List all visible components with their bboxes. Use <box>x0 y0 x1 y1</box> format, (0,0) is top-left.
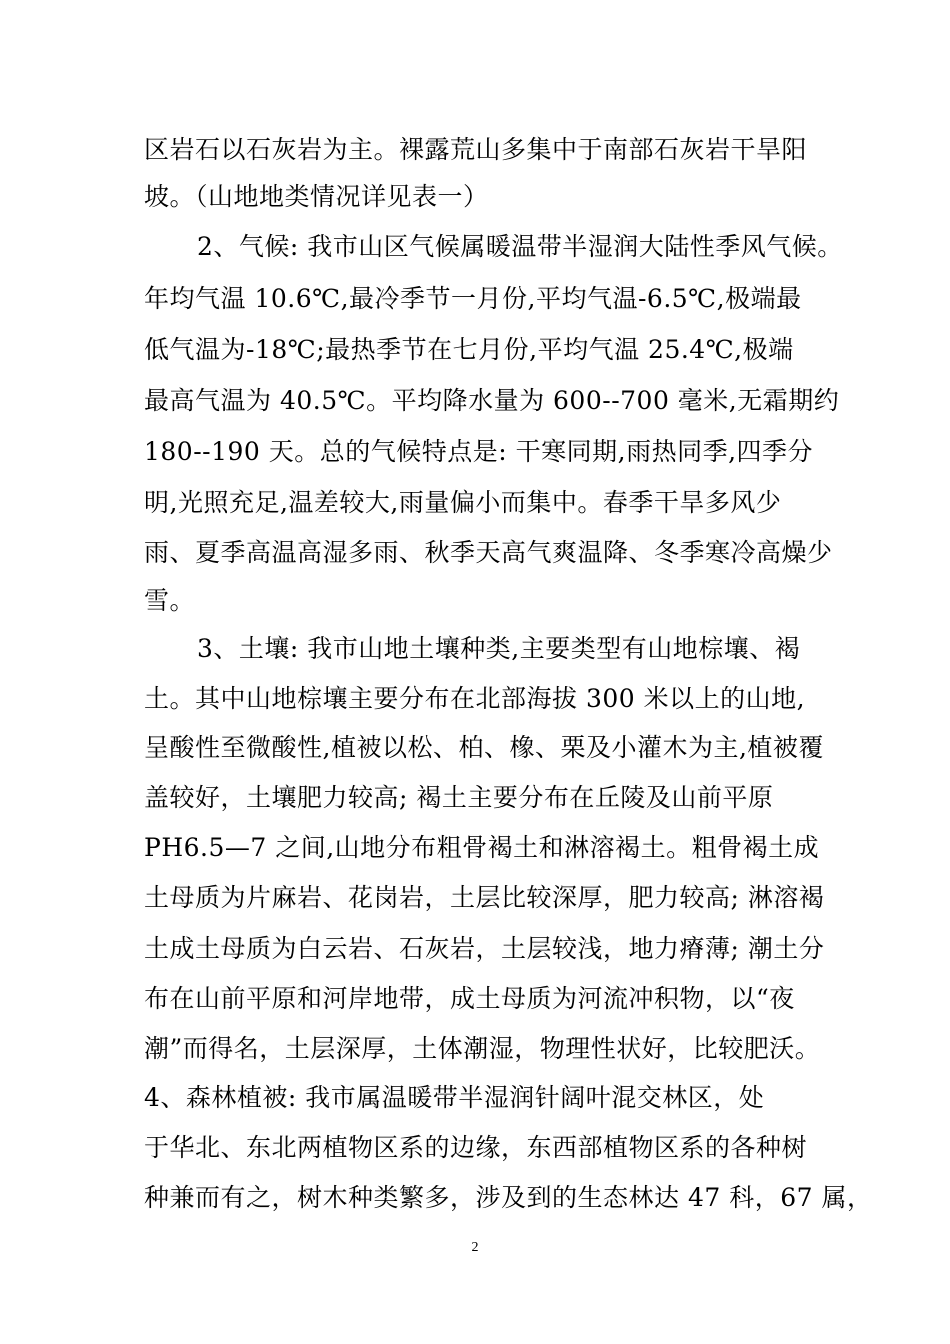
paragraph-line: 2、气候: 我市山区气候属暖温带半湿润大陆性季风气候。 <box>197 232 843 261</box>
paragraph-line: 180--190 天。总的气候特点是: 干寒同期,雨热同季,四季分 <box>144 437 814 466</box>
paragraph-line: 呈酸性至微酸性,植被以松、柏、橡、栗及小灌木为主,植被覆 <box>144 733 824 762</box>
paragraph-line: 年均气温 10.6℃,最冷季节一月份,平均气温-6.5℃,极端最 <box>144 284 802 313</box>
paragraph-line: 于华北、东北两植物区系的边缘，东西部植物区系的各种树 <box>144 1133 808 1162</box>
paragraph-line: 土母质为片麻岩、花岗岩，土层比较深厚，肥力较高; 淋溶褐 <box>144 883 825 912</box>
paragraph-line: 最高气温为 40.5℃。平均降水量为 600--700 毫米,无霜期约 <box>144 386 840 415</box>
paragraph-line: 雪。 <box>144 586 196 615</box>
paragraph-line: PH6.5—7 之间,山地分布粗骨褐土和淋溶褐土。粗骨褐土成 <box>144 833 820 862</box>
paragraph-line: 潮”而得名，土层深厚，土体潮湿，物理性状好，比较肥沃。 <box>144 1034 821 1063</box>
paragraph-line: 土。其中山地棕壤主要分布在北部海拔 300 米以上的山地, <box>144 684 806 713</box>
paragraph-line: 盖较好，土壤肥力较高; 褐土主要分布在丘陵及山前平原 <box>144 783 774 812</box>
paragraph-line: 低气温为-18℃;最热季节在七月份,平均气温 25.4℃,极端 <box>144 335 794 364</box>
page-number: 2 <box>471 1240 479 1255</box>
paragraph-line: 区岩石以石灰岩为主。裸露荒山多集中于南部石灰岩干旱阳 <box>144 135 808 164</box>
paragraph-line: 布在山前平原和河岸地带，成土母质为河流冲积物，以“夜 <box>144 984 795 1013</box>
paragraph-line: 3、土壤: 我市山地土壤种类,主要类型有山地棕壤、褐 <box>197 634 801 663</box>
paragraph-line: 土成土母质为白云岩、石灰岩，土层较浅，地力瘠薄; 潮土分 <box>144 934 825 963</box>
paragraph-line: 种兼而有之，树木种类繁多，涉及到的生态林达 47 科，67 属， <box>144 1183 873 1212</box>
paragraph-line: 4、森林植被: 我市属温暖带半湿润针阔叶混交林区，处 <box>144 1083 765 1112</box>
paragraph-line: 明,光照充足,温差较大,雨量偏小而集中。春季干旱多风少 <box>144 488 782 517</box>
paragraph-line: 坡。（山地地类情况详见表一） <box>144 182 489 211</box>
paragraph-line: 雨、夏季高温高湿多雨、秋季天高气爽温降、冬季寒冷高燥少 <box>144 538 833 567</box>
